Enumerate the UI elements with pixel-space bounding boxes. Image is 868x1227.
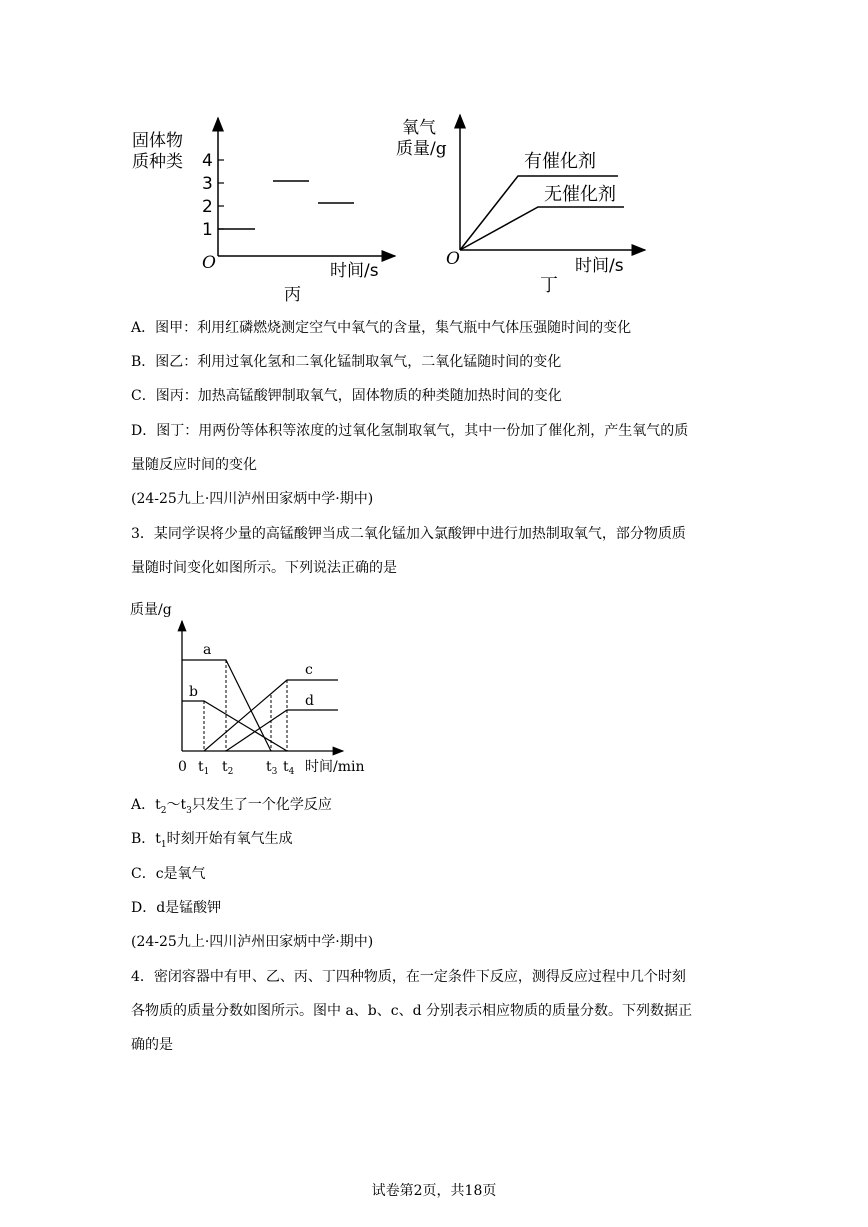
label-d: d [305, 693, 314, 709]
option-q2-a: A．图甲：利用红磷燃烧测定空气中氧气的含量，集气瓶中气体压强随时间的变化 [131, 320, 632, 336]
option-q3-b: B．$t_1$时刻开始有氧气生成 [131, 831, 293, 850]
figure-q3 [125, 595, 385, 785]
question-4-line-2: 各物质的质量分数如图所示。图中 a、b、c、d 分别表示相应物质的质量分数。下列数据正 [131, 1003, 693, 1019]
x-tick-t2: $t_2$ [222, 759, 234, 777]
curve-d [226, 710, 338, 751]
tick-label-4: 4 [202, 151, 213, 171]
x-label: 时间/s [575, 256, 624, 276]
option-q2-c: C．图丙：加热高锰酸钾制取氧气，固体物质的种类随加热时间的变化 [131, 388, 562, 404]
question-4-line-1: 4．密闭容器中有甲、乙、丙、丁四种物质，在一定条件下反应，测得反应过程中几个时刻 [131, 969, 686, 985]
figure-caption: 丁 [540, 275, 558, 296]
origin-label: O [202, 253, 216, 273]
option-q3-a: A．$t_2\sim t_3$只发生了一个化学反应 [131, 797, 332, 816]
x-label: 时间/s [330, 261, 379, 281]
label-c: c [305, 662, 313, 678]
y-label-1: 氧气 [402, 118, 436, 138]
label-a: a [203, 642, 212, 658]
label-b: b [189, 684, 198, 700]
option-q2-d-cont: 量随反应时间的变化 [131, 457, 257, 473]
option-q2-b: B．图乙：利用过氧化氢和二氧化锰制取氧气，二氧化锰随时间的变化 [131, 354, 562, 370]
option-q3-c: C．c是氧气 [131, 866, 206, 882]
catalyst-label: 有催化剂 [524, 151, 596, 172]
question-3-line-1: 3．某同学误将少量的高锰酸钾当成二氧化锰加入氯酸钾中进行加热制取氧气，部分物质质 [131, 526, 686, 542]
x-tick-t4: $t_4$ [283, 759, 295, 777]
tick-label-1: 1 [202, 220, 213, 240]
figure-ding [390, 105, 660, 300]
figure-bing [120, 110, 410, 305]
y-label-2: 质种类 [132, 152, 183, 172]
x-tick-t1: $t_1$ [198, 759, 210, 777]
origin-label: O [446, 249, 460, 269]
x-tick-t3: $t_3$ [266, 759, 278, 777]
no-catalyst-line [460, 207, 624, 250]
x-tick-0: 0 [178, 759, 187, 775]
option-q3-d: D．d是锰酸钾 [131, 900, 222, 916]
page-footer: 试卷第2页，共18页 [371, 1183, 497, 1199]
source-q4: (24-25九上·四川泸州田家炳中学·期中) [131, 934, 374, 950]
option-q2-d: D．图丁：用两份等体积等浓度的过氧化氢制取氧气，其中一份加了催化剂，产生氧气的质 [131, 423, 689, 439]
x-label: 时间/min [305, 759, 365, 775]
question-3-line-2: 量随时间变化如图所示。下列说法正确的是 [131, 560, 397, 576]
question-4-line-3: 确的是 [131, 1037, 173, 1053]
y-label-1: 固体物 [132, 131, 183, 151]
tick-label-2: 2 [202, 197, 213, 217]
figure-caption: 丙 [284, 285, 301, 305]
y-label: 质量/g [130, 602, 172, 618]
y-label-2: 质量/g [396, 139, 447, 159]
source-q3: (24-25九上·四川泸州田家炳中学·期中) [131, 491, 374, 507]
tick-label-3: 3 [202, 174, 213, 194]
no-catalyst-label: 无催化剂 [544, 184, 616, 205]
